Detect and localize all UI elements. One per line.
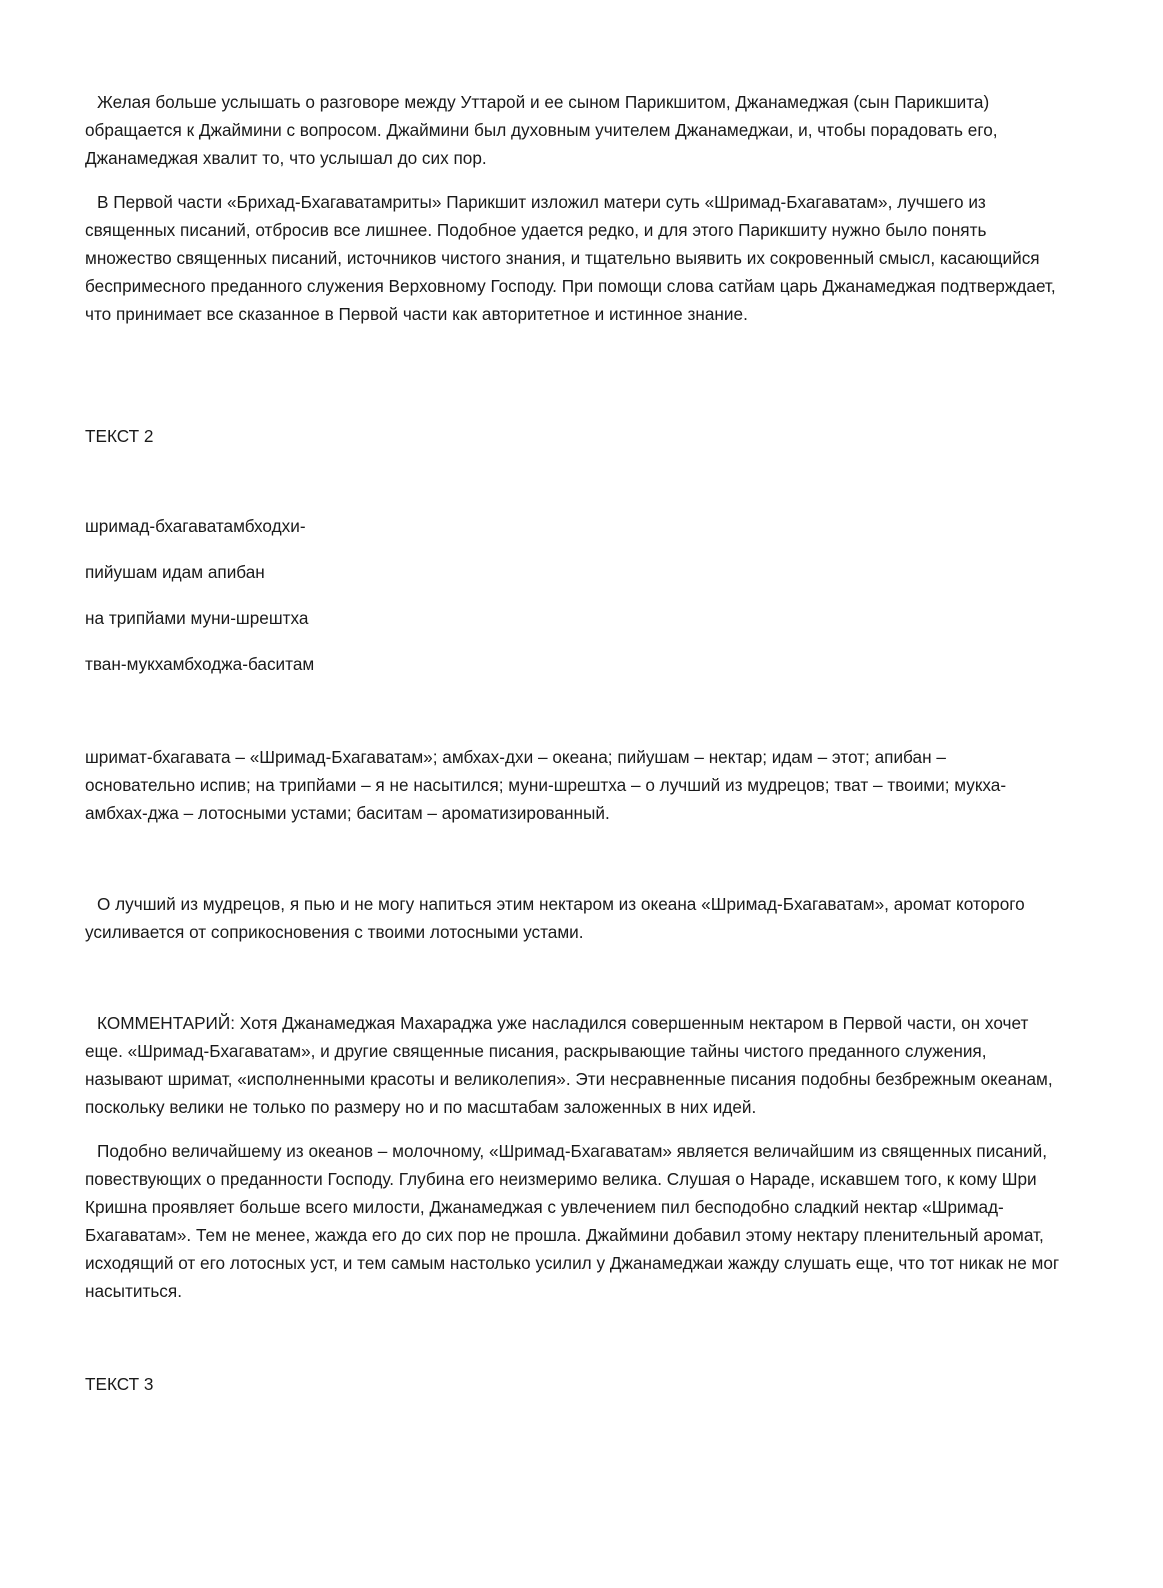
text-2-heading: ТЕКСТ 2 xyxy=(85,426,154,446)
translation-paragraph: О лучший из мудрецов, я пью и не могу напиться этим нектаром из океана «Шримад-Бхагаватам», аромат которого усиливается от соприкосновения с твоими лотосными устами. xyxy=(85,894,1025,942)
verse-line-2: пийушам идам апибан xyxy=(85,562,265,582)
intro-paragraph-1: Желая больше услышать о разговоре между Уттарой и ее сыном Парикшитом, Джанамеджая (сын Парикшита) обращается к Джаймини с вопросом. Джаймини был духовным учителем Джанамеджаи, и, чтобы порадовать его, Джанамеджая хвалит то, что услышал до сих пор. xyxy=(85,92,998,168)
intro-paragraph-2: В Первой части «Брихад-Бхагаватамриты» Парикшит изложил матери суть «Шримад-Бхагаватам», лучшего из священных писаний, отбросив все лишнее. Подобное удается редко, и для этого Парикшиту нужно было понять множество священных писаний, источников чистого знания, и тщательно выявить их сокровенный смысл, касающийся беспримесного преданного служения Верховному Господу. При помощи слова сатйам царь Джанамеджая подтверждает, что принимает все сказанное в Первой части как авторитетное и истинное знание. xyxy=(85,192,1056,324)
verse-line-1: шримад-бхагаватамбходхи- xyxy=(85,516,306,536)
verse-line-4: тван-мукхамбходжа-баситам xyxy=(85,654,315,674)
synonyms-paragraph: шримат-бхагавата – «Шримад-Бхагаватам»; амбхах-дхи – океана; пийушам – нектар; идам – этот; апибан – основательно испив; на трипйами – я не насытился; муни-шрештха – о лучший из мудрецов; тват – твоими; мукха-амбхах-джа – лотосными устами; баситам – ароматизированный. xyxy=(85,747,1007,823)
commentary-paragraph-1: КОММЕНТАРИЙ: Хотя Джанамеджая Махараджа уже насладился совершенным нектаром в Первой части, он хочет еще. «Шримад-Бхагаватам», и другие священные писания, раскрывающие тайны чистого преданного служения, называют шримат, «исполненными красоты и великолепия». Эти несравненные писания подобны безбрежным океанам, поскольку велики не только по размеру но и по масштабам заложенных в них идей. xyxy=(85,1013,1053,1117)
text-3-heading: ТЕКСТ 3 xyxy=(85,1374,154,1394)
commentary-paragraph-2: Подобно величайшему из океанов – молочному, «Шримад-Бхагаватам» является величайшим из священных писаний, повествующих о преданности Господу. Глубина его неизмеримо велика. Слушая о Нараде, искавшем того, к кому Шри Кришна проявляет больше всего милости, Джанамеджая с увлечением пил бесподобно сладкий нектар «Шримад-Бхагаватам». Тем не менее, жажда его до сих пор не прошла. Джаймини добавил этому нектару пленительный аромат, исходящий от его лотосных уст, и тем самым настолько усилил у Джанамеджаи жажду слушать еще, что тот никак не мог насытиться. xyxy=(85,1141,1060,1301)
verse-line-3: на трипйами муни-шрештха xyxy=(85,608,309,628)
